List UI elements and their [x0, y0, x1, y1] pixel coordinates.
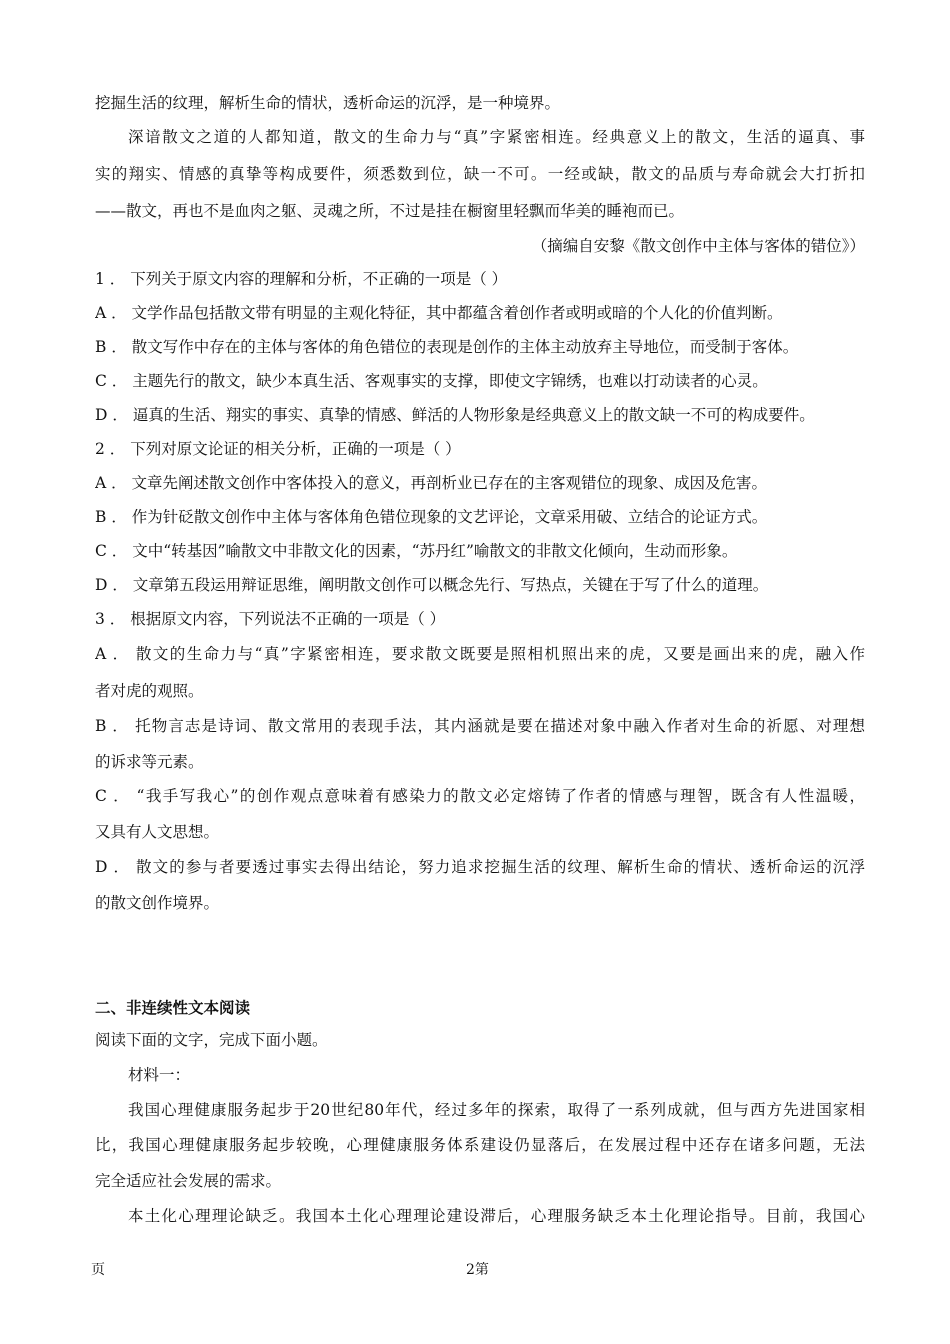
option-line: A ． 文章先阐述散文创作中客体投入的意义，再剖析业已存在的主客观错位的现象、成因及危害。	[95, 474, 768, 492]
option-line: C ． 主题先行的散文，缺少本真生活、客观事实的支撑，即使文字锦绣，也难以打动读者的心灵。	[95, 372, 768, 390]
passage-source: （摘编自安黎《散文创作中主体与客体的错位》）	[531, 237, 865, 255]
question-stem: 3 ． 根据原文内容，下列说法不正确的一项是（ ）	[95, 610, 446, 628]
section-heading: 二、非连续性文本阅读	[95, 999, 251, 1017]
option-line-continued: 者对虎的观照。	[95, 682, 204, 700]
footer-page-number: 2第	[466, 1262, 489, 1278]
material-paragraph-line: 我国心理健康服务起步于20世纪80年代，经过多年的探索，取得了一系列成就，但与西方先进国家相	[128, 1101, 865, 1119]
option-line: A ． 文学作品包括散文带有明显的主观化特征，其中都蕴含着创作者或明或暗的个人化的价值判断。	[95, 304, 783, 322]
passage-line: 深谙散文之道的人都知道，散文的生命力与“真”字紧密相连。经典意义上的散文，生活的逼真、事	[128, 128, 865, 146]
passage-line: 实的翔实、情感的真挚等构成要件，须悉数到位，缺一不可。一经或缺，散文的品质与寿命就会大打折扣	[95, 165, 865, 183]
option-line-continued: 的散文创作境界。	[95, 894, 220, 912]
option-line: A ． 散文的生命力与“真”字紧密相连，要求散文既要是照相机照出来的虎，又要是画出来的虎，融入作	[95, 645, 865, 663]
option-line-continued: 又具有人文思想。	[95, 823, 220, 841]
option-line: C ． “我手写我心”的创作观点意味着有感染力的散文必定熔铸了作者的情感与理智，既含有人性温暖，	[95, 787, 865, 805]
passage-line: ——散文，再也不是血肉之躯、灵魂之所，不过是挂在橱窗里轻飘而华美的睡袍而已。	[95, 202, 685, 220]
material-paragraph-line: 完全适应社会发展的需求。	[95, 1172, 282, 1190]
option-line: B ． 散文写作中存在的主体与客体的角色错位的表现是创作的主体主动放弃主导地位，而受制于客体。	[95, 338, 799, 356]
option-line: B ． 作为针砭散文创作中主体与客体角色错位现象的文艺评论，文章采用破、立结合的论证方式。	[95, 508, 768, 526]
material-label: 材料一：	[128, 1066, 191, 1084]
section-instruction: 阅读下面的文字，完成下面小题。	[95, 1031, 328, 1049]
option-line: B ． 托物言志是诗词、散文常用的表现手法，其内涵就是要在描述对象中融入作者对生命的祈愿、对理想	[95, 717, 865, 735]
passage-line: 挖掘生活的纹理，解析生命的情状，透析命运的沉浮，是一种境界。	[95, 94, 561, 112]
footer-page-label: 页	[91, 1262, 105, 1278]
material-paragraph-line: 本土化心理理论缺乏。我国本土化心理理论建设滞后，心理服务缺乏本土化理论指导。目前，我国心	[128, 1207, 865, 1225]
option-line: D ． 逼真的生活、翔实的事实、真挚的情感、鲜活的人物形象是经典意义上的散文缺一不可的构成要件。	[95, 406, 815, 424]
question-stem: 1 ． 下列关于原文内容的理解和分析，不正确的一项是（ ）	[95, 270, 508, 288]
question-stem: 2 ． 下列对原文论证的相关分析，正确的一项是（ ）	[95, 440, 461, 458]
material-paragraph-line: 比，我国心理健康服务起步较晚，心理健康服务体系建设仍显落后，在发展过程中还存在诸多问题，无法	[95, 1136, 865, 1154]
option-line: C ． 文中“转基因”喻散文中非散文化的因素，“苏丹红”喻散文的非散文化倾向，生动而形象。	[95, 542, 738, 560]
option-line-continued: 的诉求等元素。	[95, 753, 204, 771]
option-line: D ． 散文的参与者要透过事实去得出结论，努力追求挖掘生活的纹理、解析生命的情状、透析命运的沉浮	[95, 858, 865, 876]
option-line: D ． 文章第五段运用辩证思维，阐明散文创作可以概念先行、写热点，关键在于写了什么的道理。	[95, 576, 769, 594]
